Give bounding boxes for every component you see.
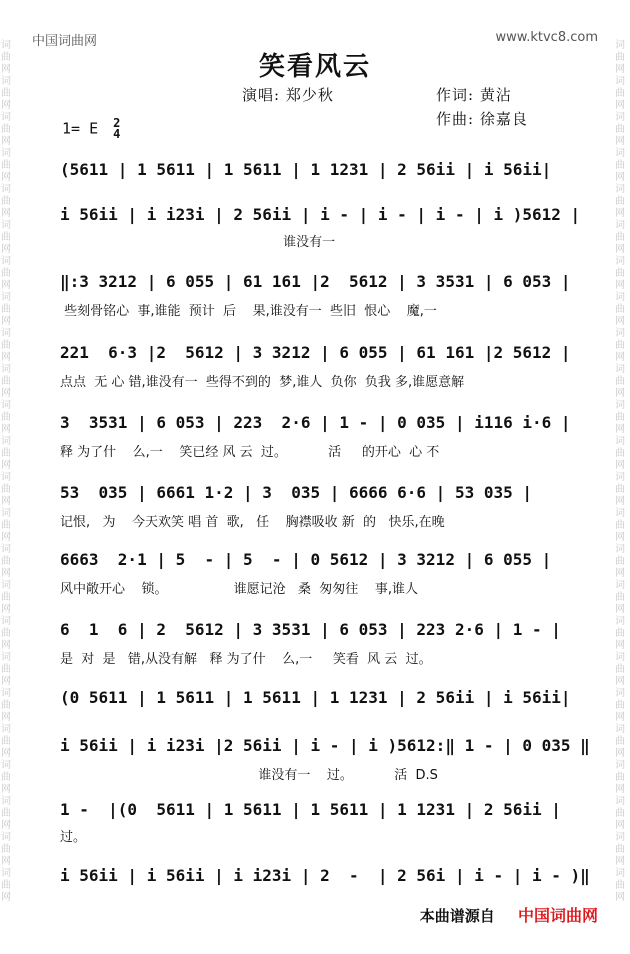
singer-credit: 演唱: 郑少秋	[242, 86, 334, 104]
time-signature-bottom: 4	[113, 127, 121, 141]
notation-line: 1 - |(0 5611 | 1 5611 | 1 5611 | 1 1231 | 2 56ii |	[60, 800, 561, 819]
lyric-line: 过。	[60, 830, 87, 845]
right-watermark: 词曲网词曲网词曲网词曲网词曲网词曲网词曲网词曲网词曲网词曲网词曲网词曲网词曲网词曲网词曲网词曲网词曲网词曲网词曲网词曲网词曲网词曲网词曲网词曲网	[615, 40, 625, 903]
lyric-line: 谁没有一	[60, 235, 336, 250]
song-title: 笑看风云	[258, 52, 371, 82]
key-signature	[62, 118, 120, 140]
notation-line: 6 1 6 | 2 5612 | 3 3531 | 6 053 | 223 2·6 | 1 - |	[60, 620, 561, 639]
lyric-line: 释 为了什 么,一 笑已经 风 云 过。 活 的开心 心 不	[60, 445, 440, 460]
notation-line: i 56ii | i i23i | 2 56ii | i - | i - | i - | i )5612 |	[60, 205, 581, 224]
lyric-line: 是 对 是 错,从没有解 释 为了什 么,一 笑看 风 云 过。	[60, 652, 432, 667]
composer-credit: 作曲: 徐嘉良	[436, 110, 528, 128]
notation-line: 53 035 | 6661 1·2 | 3 035 | 6666 6·6 | 53 035 |	[60, 483, 533, 502]
notation-line: 221 6·3 |2 5612 | 3 3212 | 6 055 | 61 161 |2 5612 |	[60, 343, 571, 362]
lyric-line: 记恨, 为 今天欢笑 唱 首 歌, 任 胸襟吸收 新 的 快乐,在晚	[60, 515, 445, 530]
footer-brand-link[interactable]: 中国词曲网	[517, 906, 598, 925]
notation-line: 6663 2·1 | 5 - | 5 - | 0 5612 | 3 3212 | 6 055 |	[60, 550, 552, 569]
lyric-line: 风中敞开心 锁。 谁愿记沧 桑 匆匆往 事,谁人	[60, 582, 418, 597]
header-site-name: 中国词曲网	[32, 34, 98, 49]
notation-line: ‖:3 3212 | 6 055 | 61 161 |2 5612 | 3 3531 | 6 053 |	[60, 272, 571, 291]
time-signature	[113, 118, 120, 140]
left-watermark: 词曲网词曲网词曲网词曲网词曲网词曲网词曲网词曲网词曲网词曲网词曲网词曲网词曲网词曲网词曲网词曲网词曲网词曲网词曲网词曲网词曲网词曲网词曲网词曲网	[1, 40, 11, 903]
lyric-line: 点点 无 心 错,谁没有一 些得不到的 梦,谁人 负你 负我 多,谁愿意解	[60, 375, 465, 390]
lyric-line: 些刻骨铭心 事,谁能 预计 后 果,谁没有一 些旧 恨心 魔,一	[60, 304, 437, 319]
notation-line: (0 5611 | 1 5611 | 1 5611 | 1 1231 | 2 56ii | i 56ii|	[60, 688, 571, 707]
time-signature-top: 2	[113, 116, 121, 130]
notation-line: 3 3531 | 6 053 | 223 2·6 | 1 - | 0 035 | i116 i·6 |	[60, 413, 571, 432]
notation-line: (5611 | 1 5611 | 1 5611 | 1 1231 | 2 56ii | i 56ii|	[60, 160, 552, 179]
notation-line: i 56ii | i 56ii | i i23i | 2 - | 2 56i | i - | i - )‖	[60, 866, 590, 885]
lyric-line: 谁没有一 过。 活 D.S	[60, 768, 438, 783]
key-label: 1= E	[62, 119, 99, 138]
header-url[interactable]: www.ktvc8.com	[495, 30, 598, 45]
footer-source-label: 本曲谱源自	[419, 907, 495, 925]
footer	[420, 903, 598, 926]
lyricist-credit: 作词: 黄沾	[436, 86, 512, 104]
notation-line: i 56ii | i i23i |2 56ii | i - | i )5612:‖ 1 - | 0 035 ‖	[60, 736, 590, 755]
